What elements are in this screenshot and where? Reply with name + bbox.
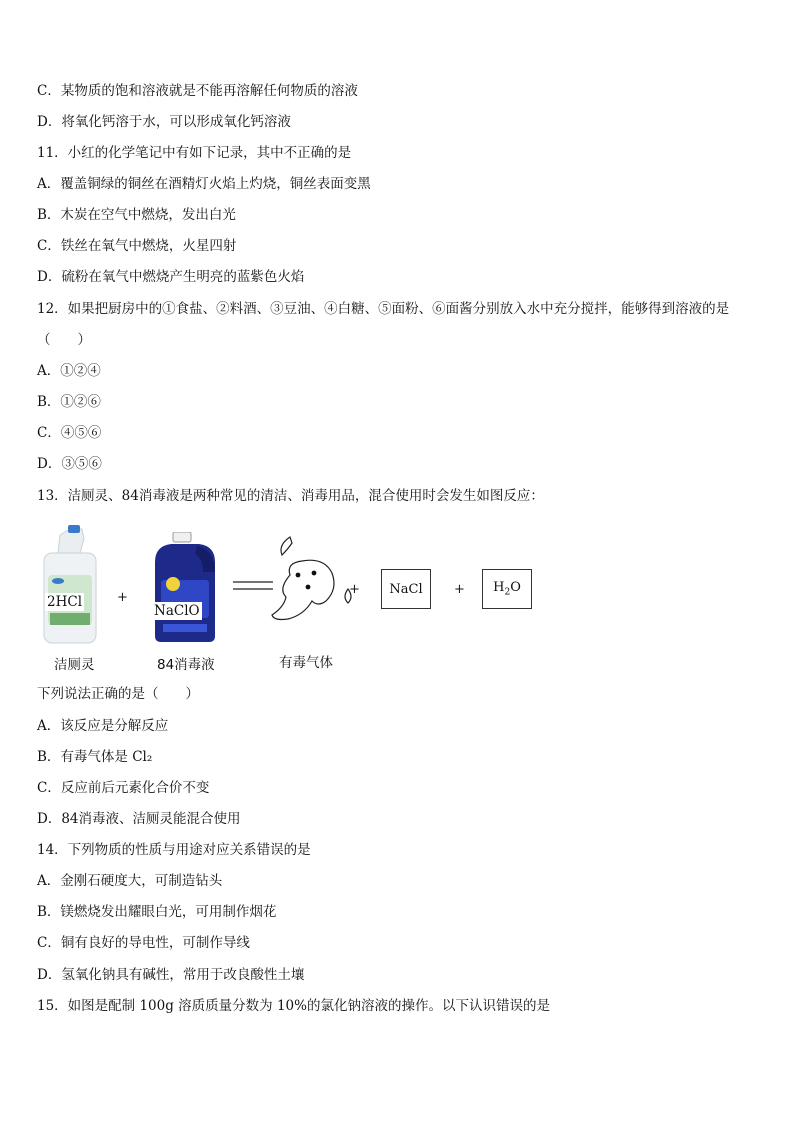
bottle1-formula: 2HCl xyxy=(47,594,83,610)
toxic-gas-cloud-icon xyxy=(268,535,358,630)
question-11: 11．小红的化学笔记中有如下记录，其中不正确的是 xyxy=(37,145,352,161)
option-a-q13: A．该反应是分解反应 xyxy=(37,718,169,734)
option-c-q11: C．铁丝在氧气中燃烧，火星四射 xyxy=(37,238,237,254)
option-d-q14: D．氢氧化钠具有碱性，常用于改良酸性土壤 xyxy=(37,967,305,983)
bottle2-formula: NaClO xyxy=(154,603,200,619)
product-water: $H_2O$ xyxy=(493,580,521,598)
question-13-stem: 下列说法正确的是（ ） xyxy=(37,686,199,702)
product-nacl: NaCl xyxy=(389,581,423,597)
equals-sign xyxy=(233,580,273,592)
disinfectant-bottle-icon xyxy=(149,532,221,644)
toilet-cleaner-bottle-icon xyxy=(40,525,100,645)
option-c-q12: C．④⑤⑥ xyxy=(37,425,102,441)
option-b-q13: B．有毒气体是 Cl₂ xyxy=(37,749,153,765)
product-water-box xyxy=(482,569,532,609)
question-14: 14．下列物质的性质与用途对应关系错误的是 xyxy=(37,842,311,858)
question-12: 12．如果把厨房中的①食盐、②料酒、③豆油、④白糖、⑤面粉、⑥面酱分别放入水中充分搅拌，能够得到溶液的是 xyxy=(37,301,730,317)
option-b-q12: B．①②⑥ xyxy=(37,394,101,410)
option-d-q11: D．硫粉在氧气中燃烧产生明亮的蓝紫色火焰 xyxy=(37,269,305,285)
option-d-q12: D．③⑤⑥ xyxy=(37,456,102,472)
plus-sign: + xyxy=(117,590,128,605)
option-d-q13: D．84消毒液、洁厕灵能混合使用 xyxy=(37,811,241,827)
option-c-q13: C．反应前后元素化合价不变 xyxy=(37,780,210,796)
option-c-q14: C．铜有良好的导电性，可制作导线 xyxy=(37,935,250,951)
option-a-q14: A．金刚石硬度大，可制造钻头 xyxy=(37,873,223,889)
option-b-q11: B．木炭在空气中燃烧，发出白光 xyxy=(37,207,236,223)
reaction-figure xyxy=(0,520,794,680)
question-13: 13．洁厕灵、84消毒液是两种常见的清洁、消毒用品，混合使用时会发生如图反应： xyxy=(37,488,544,504)
caption-disinfectant: 84消毒液 xyxy=(157,657,215,673)
option-c-q10: C．某物质的饱和溶液就是不能再溶解任何物质的溶液 xyxy=(37,83,358,99)
option-b-q14: B．镁燃烧发出耀眼白光，可用制作烟花 xyxy=(37,904,277,920)
option-a-q11: A．覆盖铜绿的铜丝在酒精灯火焰上灼烧，铜丝表面变黑 xyxy=(37,176,371,192)
question-15: 15．如图是配制 100g 溶质质量分数为 10%的氯化钠溶液的操作。以下认识错误的是 xyxy=(37,998,550,1014)
caption-toilet-cleaner: 洁厕灵 xyxy=(54,657,95,673)
plus-sign: + xyxy=(454,582,465,597)
product-nacl-box xyxy=(381,569,431,609)
caption-toxic-gas: 有毒气体 xyxy=(279,655,333,671)
plus-sign: + xyxy=(349,582,360,597)
answer-blank-q12: （ ） xyxy=(37,332,91,348)
option-a-q12: A．①②④ xyxy=(37,363,101,379)
option-d-q10: D．将氧化钙溶于水，可以形成氧化钙溶液 xyxy=(37,114,291,130)
